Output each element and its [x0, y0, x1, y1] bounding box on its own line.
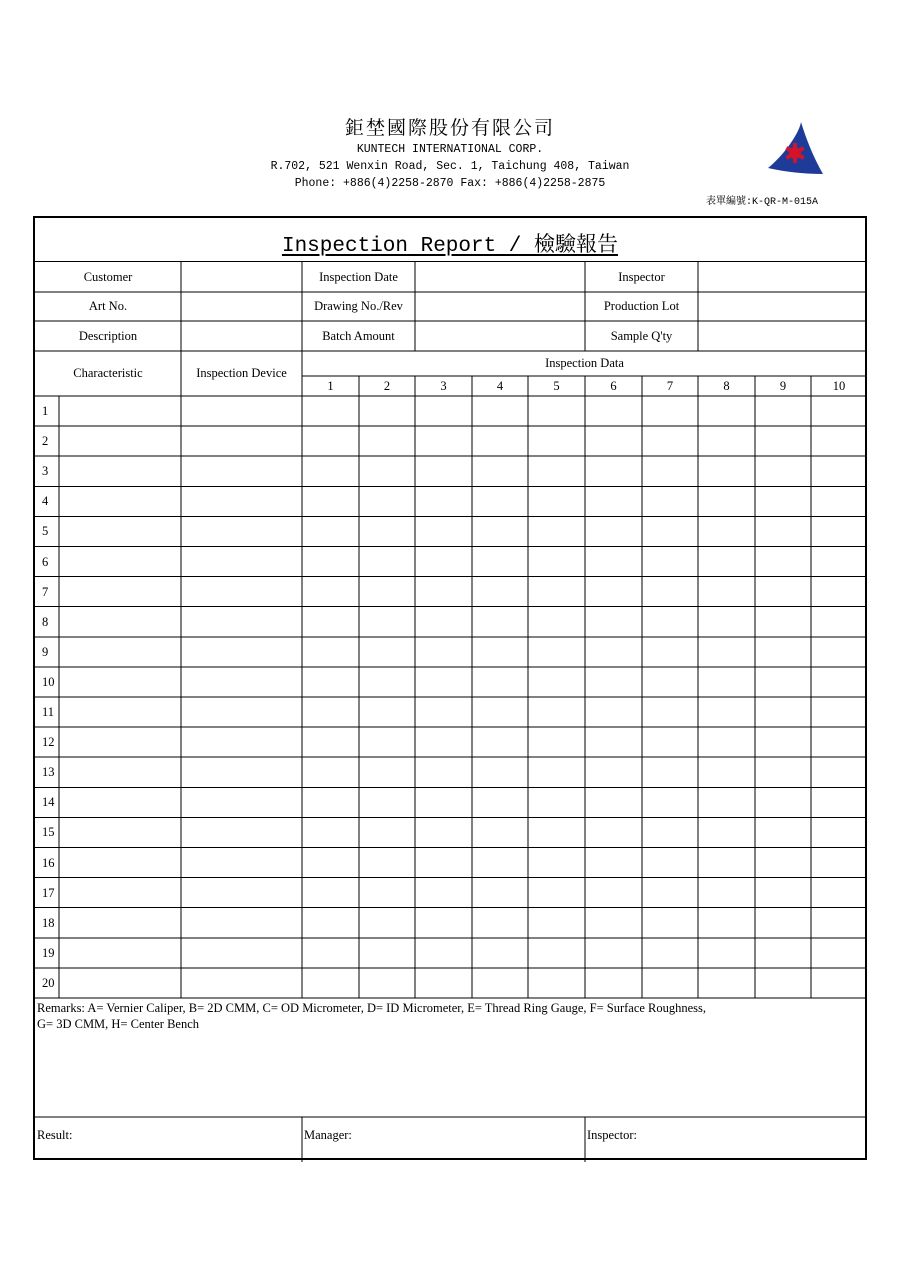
row-number: 4	[42, 494, 49, 509]
sample-number-header: 6	[610, 378, 617, 393]
row-number: 10	[42, 674, 55, 689]
company-name-english: KUNTECH INTERNATIONAL CORP.	[356, 143, 544, 156]
row-number: 13	[42, 765, 55, 780]
row-number: 16	[42, 855, 55, 870]
form-number: 表單編號:K-QR-M-015A	[706, 197, 819, 208]
table-row[interactable]	[59, 577, 867, 607]
sample-number-header: 7	[666, 378, 674, 393]
art-no-label: Art No.	[88, 299, 128, 313]
table-row[interactable]	[59, 426, 867, 456]
remarks-line-2: G= 3D CMM, H= Center Bench	[37, 1017, 199, 1031]
row-number: 14	[42, 795, 55, 810]
table-row[interactable]	[59, 817, 867, 847]
sample-number-header: 1	[327, 378, 334, 393]
table-row[interactable]	[59, 968, 867, 998]
table-row[interactable]	[59, 516, 867, 546]
row-number: 18	[42, 915, 55, 930]
table-row[interactable]	[59, 667, 867, 697]
result-label: Result:	[37, 1128, 73, 1142]
remarks-line-1: Remarks: A= Vernier Caliper, B= 2D CMM, C= OD Micrometer, D= ID Micrometer, E= Thread Ring Gauge, F= Surface Roughness,	[37, 1001, 707, 1015]
sample-number-header: 8	[723, 378, 730, 393]
inspector-label: Inspector	[618, 269, 665, 284]
sample-qty-field[interactable]	[698, 321, 867, 351]
inspection-device-header: Inspection Device	[196, 366, 287, 380]
report-title: Inspection Report / 檢驗報告	[281, 235, 619, 258]
table-row[interactable]	[59, 637, 867, 667]
row-number: 2	[42, 434, 49, 449]
row-number: 5	[42, 524, 49, 539]
table-row[interactable]	[59, 547, 867, 577]
row-number: 9	[42, 644, 49, 659]
sample-number-header: 5	[553, 378, 560, 393]
sample-number-header: 4	[496, 378, 504, 393]
characteristic-header: Characteristic	[73, 366, 143, 380]
table-row[interactable]	[59, 607, 867, 637]
company-name-chinese: 鉅埜國際股份有限公司	[344, 117, 555, 139]
row-number: 12	[42, 735, 55, 750]
table-row[interactable]	[59, 757, 867, 787]
manager-label: Manager:	[304, 1128, 352, 1142]
table-row[interactable]	[59, 878, 867, 908]
table-row[interactable]	[59, 787, 867, 817]
batch-amount-field[interactable]	[415, 321, 585, 351]
table-row[interactable]	[59, 697, 867, 727]
inspector-signature-label: Inspector:	[587, 1128, 637, 1142]
inspector-field[interactable]	[698, 262, 867, 292]
row-number: 20	[42, 975, 55, 990]
inspection-data-header: Inspection Data	[545, 356, 624, 370]
production-lot-label: Production Lot	[603, 299, 680, 313]
batch-amount-label: Batch Amount	[322, 328, 395, 343]
sample-number-header: 10	[832, 378, 846, 393]
row-number: 17	[42, 885, 55, 900]
production-lot-field[interactable]	[698, 292, 867, 321]
remarks	[37, 1000, 737, 1032]
row-number: 7	[42, 584, 49, 599]
description-label: Description	[78, 328, 138, 343]
customer-label: Customer	[83, 269, 133, 284]
row-number: 1	[42, 404, 49, 418]
table-row[interactable]	[59, 396, 867, 426]
sample-qty-label: Sample Q'ty	[610, 328, 673, 343]
table-row[interactable]	[59, 727, 867, 757]
customer-field[interactable]	[181, 262, 302, 292]
table-row[interactable]	[59, 908, 867, 938]
drawing-no-label: Drawing No./Rev	[314, 299, 403, 313]
art-no-field[interactable]	[181, 292, 302, 321]
row-number: 19	[42, 945, 55, 960]
row-number: 3	[42, 464, 49, 479]
table-row[interactable]	[59, 848, 867, 878]
row-number: 15	[42, 825, 55, 840]
row-number: 8	[42, 614, 49, 629]
row-number: 6	[42, 554, 49, 569]
table-row[interactable]	[59, 486, 867, 516]
company-logo-icon	[765, 120, 825, 178]
sample-number-header: 2	[383, 378, 391, 393]
drawing-no-field[interactable]	[415, 292, 585, 321]
inspection-date-label: Inspection Date	[319, 269, 398, 284]
sample-number-header: 3	[440, 378, 447, 393]
sample-number-header: 9	[779, 378, 787, 393]
inspection-report-form	[33, 216, 867, 1160]
description-field[interactable]	[181, 321, 302, 351]
table-row[interactable]	[59, 938, 867, 968]
table-row[interactable]	[59, 456, 867, 486]
company-phone-fax: Phone: +886(4)2258-2870 Fax: +886(4)2258-2875	[294, 177, 606, 190]
inspection-date-field[interactable]	[415, 262, 585, 292]
row-number: 11	[42, 705, 55, 719]
company-address: R.702, 521 Wenxin Road, Sec. 1, Taichung 408, Taiwan	[270, 160, 630, 173]
